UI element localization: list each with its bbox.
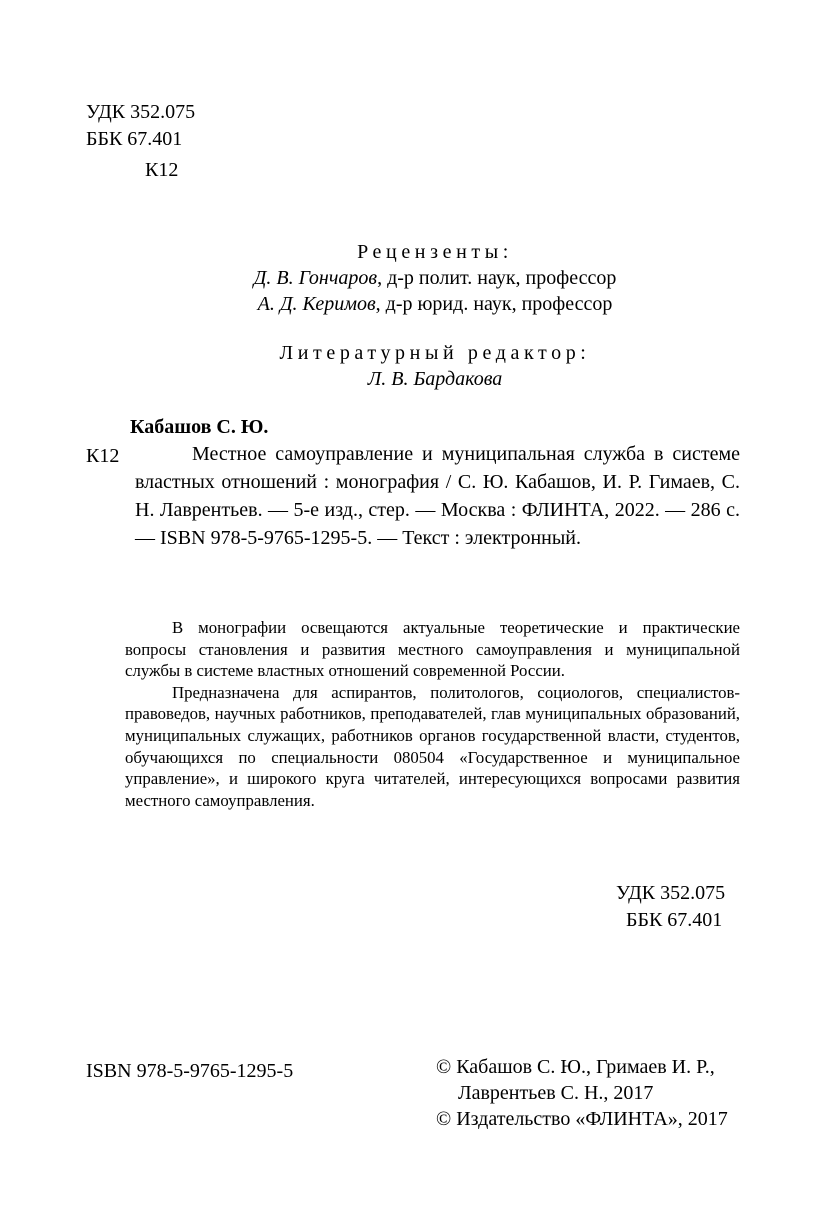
- literary-editor-section: [200, 340, 670, 392]
- reviewers-section: [200, 239, 670, 317]
- literary-editor-heading: Литературный редактор:: [279, 342, 591, 364]
- copyright-line-2: Лаврентьев С. Н., 2017: [458, 1082, 654, 1104]
- bbk-code-top: ББК 67.401: [86, 128, 183, 150]
- udk-code-top: УДК 352.075: [86, 101, 196, 123]
- reviewer-2: [200, 291, 670, 317]
- reviewers-heading: Рецензенты:: [357, 241, 513, 263]
- main-author: Кабашов С. Ю.: [130, 416, 269, 438]
- reviewer-1-name: Д. В. Гончаров: [253, 267, 378, 289]
- reviewer-2-title: , д-р юрид. наук, профессор: [375, 293, 613, 315]
- author-index-top: К12: [145, 159, 179, 181]
- copyright-block: [436, 1054, 728, 1132]
- reviewer-1-title: , д-р полит. наук, профессор: [377, 267, 617, 289]
- reviewer-1: [200, 265, 670, 291]
- annotation: [125, 617, 740, 811]
- udk-code-bottom: УДК 352.075: [616, 882, 726, 904]
- reviewer-2-name: А. Д. Керимов: [257, 293, 376, 315]
- copyright-line-1: © Кабашов С. Ю., Гримаев И. Р.,: [436, 1056, 715, 1078]
- literary-editor-name: Л. В. Бардакова: [367, 368, 503, 390]
- copyright-line-3: © Издательство «ФЛИНТА», 2017: [436, 1108, 728, 1130]
- author-index-side: К12: [86, 445, 120, 467]
- annotation-paragraph-2: Предназначена для аспирантов, политологов, социологов, специалистов-правоведов, научных работников, преподавателей, глав муниципальных образований, муниципальных служащих, работников органов государственной власти, студентов, обучающихся по специальности 080504 «Государственное и муниципальное управление», и широкого круга читателей, интересующихся вопросами развития местного самоуправления.: [125, 682, 740, 810]
- bibliographic-description: Местное самоуправление и муниципальная служба в системе властных отношений : монография / С. Ю. Кабашов, И. Р. Гимаев, С. Н. Лаврентьев. — 5-е изд., стер. — Москва : ФЛИНТА, 2022. — 286 с. — ISBN 978-5-9765-1295-5. — Текст : электронный.: [135, 443, 740, 549]
- bbk-code-bottom: ББК 67.401: [626, 909, 723, 931]
- isbn: ISBN 978-5-9765-1295-5: [86, 1060, 294, 1082]
- annotation-paragraph-1: В монографии освещаются актуальные теоретические и практические вопросы становления и развития местного самоуправления и муниципальной службы в системе властных отношений современной России.: [125, 618, 740, 681]
